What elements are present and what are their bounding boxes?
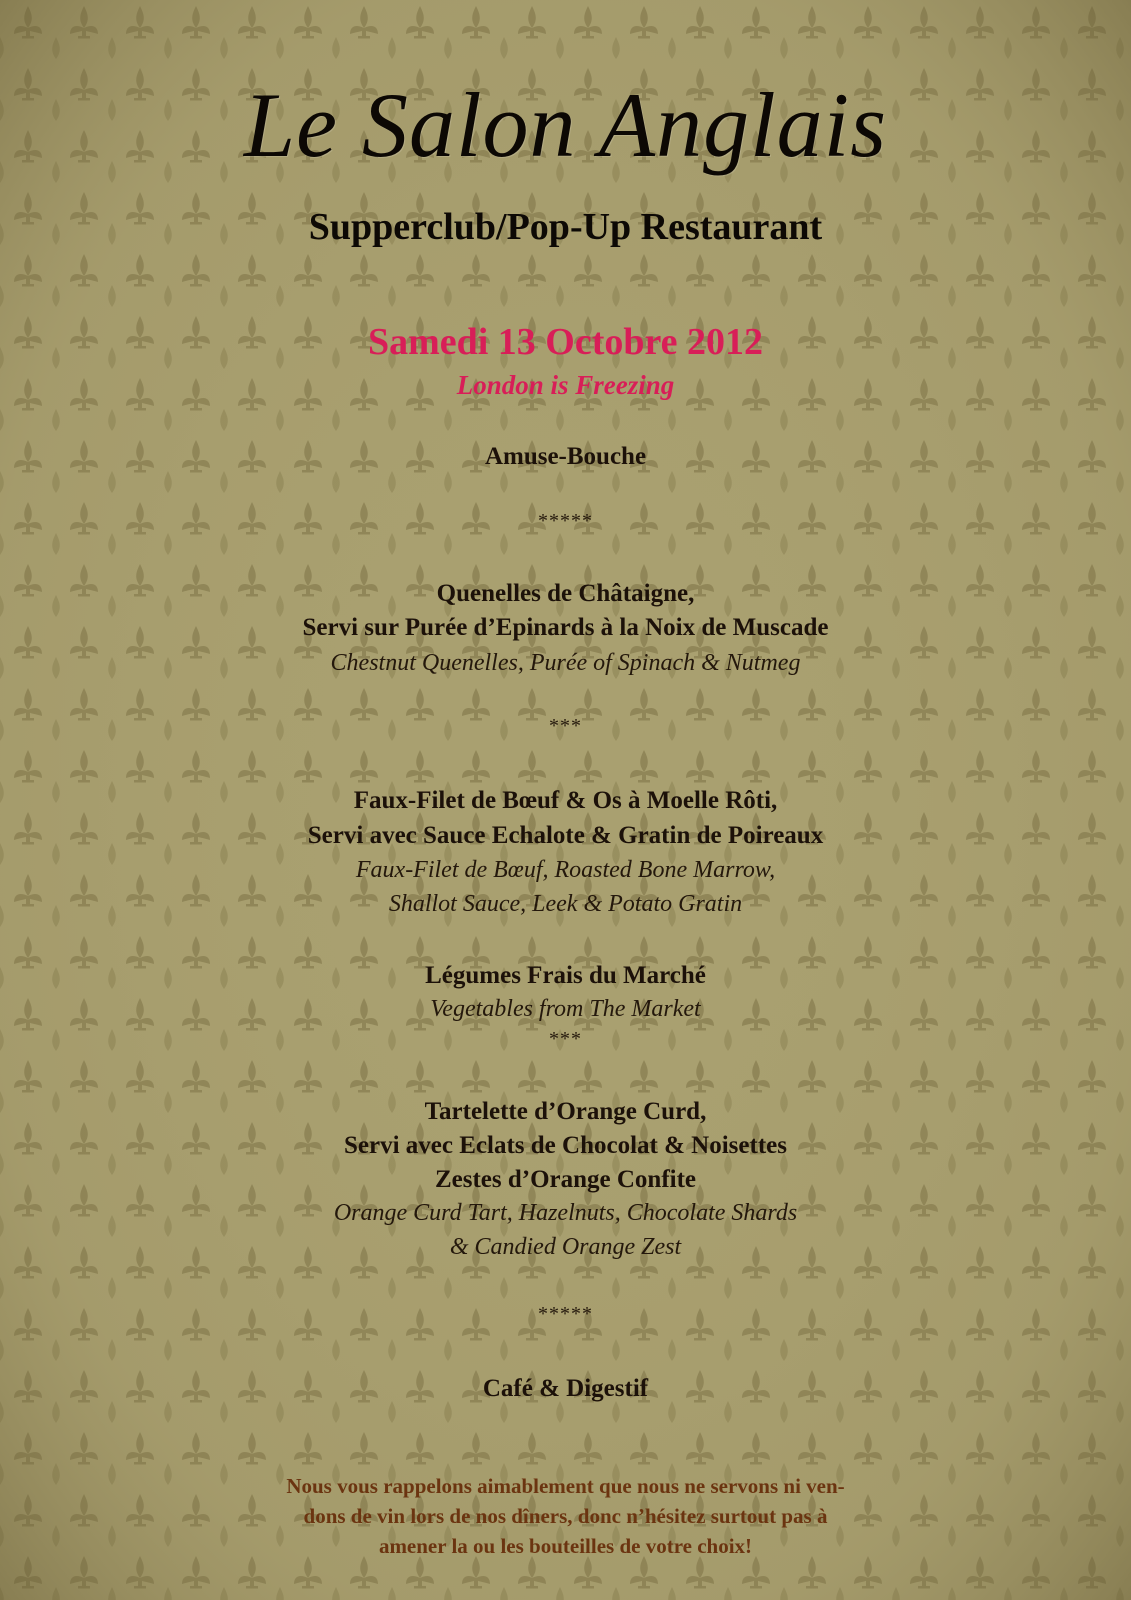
- separator: ***: [549, 1028, 582, 1050]
- restaurant-subtitle: Supperclub/Pop-Up Restaurant: [308, 206, 823, 248]
- vegetables-title: Légumes Frais du Marché: [425, 962, 706, 989]
- dessert-title: Tartelette d’Orange Curd,: [424, 1098, 707, 1125]
- separator: *****: [538, 1303, 593, 1325]
- amuse-bouche: Amuse-Bouche: [484, 443, 647, 470]
- wine-note-line3: amener la ou les bouteilles de votre choix!: [378, 1534, 753, 1558]
- main-title: Faux-Filet de Bœuf & Os à Moelle Rôti,: [353, 787, 778, 814]
- restaurant-title: Le Salon Anglais: [243, 74, 888, 176]
- dessert-title-line3: Zestes d’Orange Confite: [434, 1166, 697, 1193]
- dessert-english-line2: & Candied Orange Zest: [449, 1234, 682, 1260]
- starter-title-line2: Servi sur Purée d’Epinards à la Noix de Muscade: [302, 614, 829, 641]
- main-english-line2: Shallot Sauce, Leek & Potato Gratin: [388, 891, 743, 917]
- starter-english: Chestnut Quenelles, Purée of Spinach & Nutmeg: [330, 650, 801, 676]
- main-title-line2: Servi avec Sauce Echalote & Gratin de Poireaux: [307, 822, 824, 849]
- dessert-title-line2: Servi avec Eclats de Chocolat & Noisettes: [344, 1132, 787, 1159]
- coffee-line: Café & Digestif: [482, 1375, 649, 1402]
- separator: *****: [538, 510, 593, 532]
- main-english-line1: Faux-Filet de Bœuf, Roasted Bone Marrow,: [355, 857, 776, 883]
- vegetables-english: Vegetables from The Market: [430, 996, 701, 1022]
- wine-note-line1: Nous vous rappelons aimablement que nous ne servons ni ven-: [286, 1474, 845, 1498]
- event-theme: London is Freezing: [456, 370, 675, 400]
- dessert-english-line1: Orange Curd Tart, Hazelnuts, Chocolate Shards: [333, 1200, 798, 1226]
- wine-note-line2: dons de vin lors de nos dîners, donc n’hésitez surtout pas à: [303, 1504, 828, 1528]
- event-date: Samedi 13 Octobre 2012: [367, 321, 764, 363]
- separator: ***: [549, 715, 582, 737]
- starter-title: Quenelles de Châtaigne,: [436, 580, 695, 607]
